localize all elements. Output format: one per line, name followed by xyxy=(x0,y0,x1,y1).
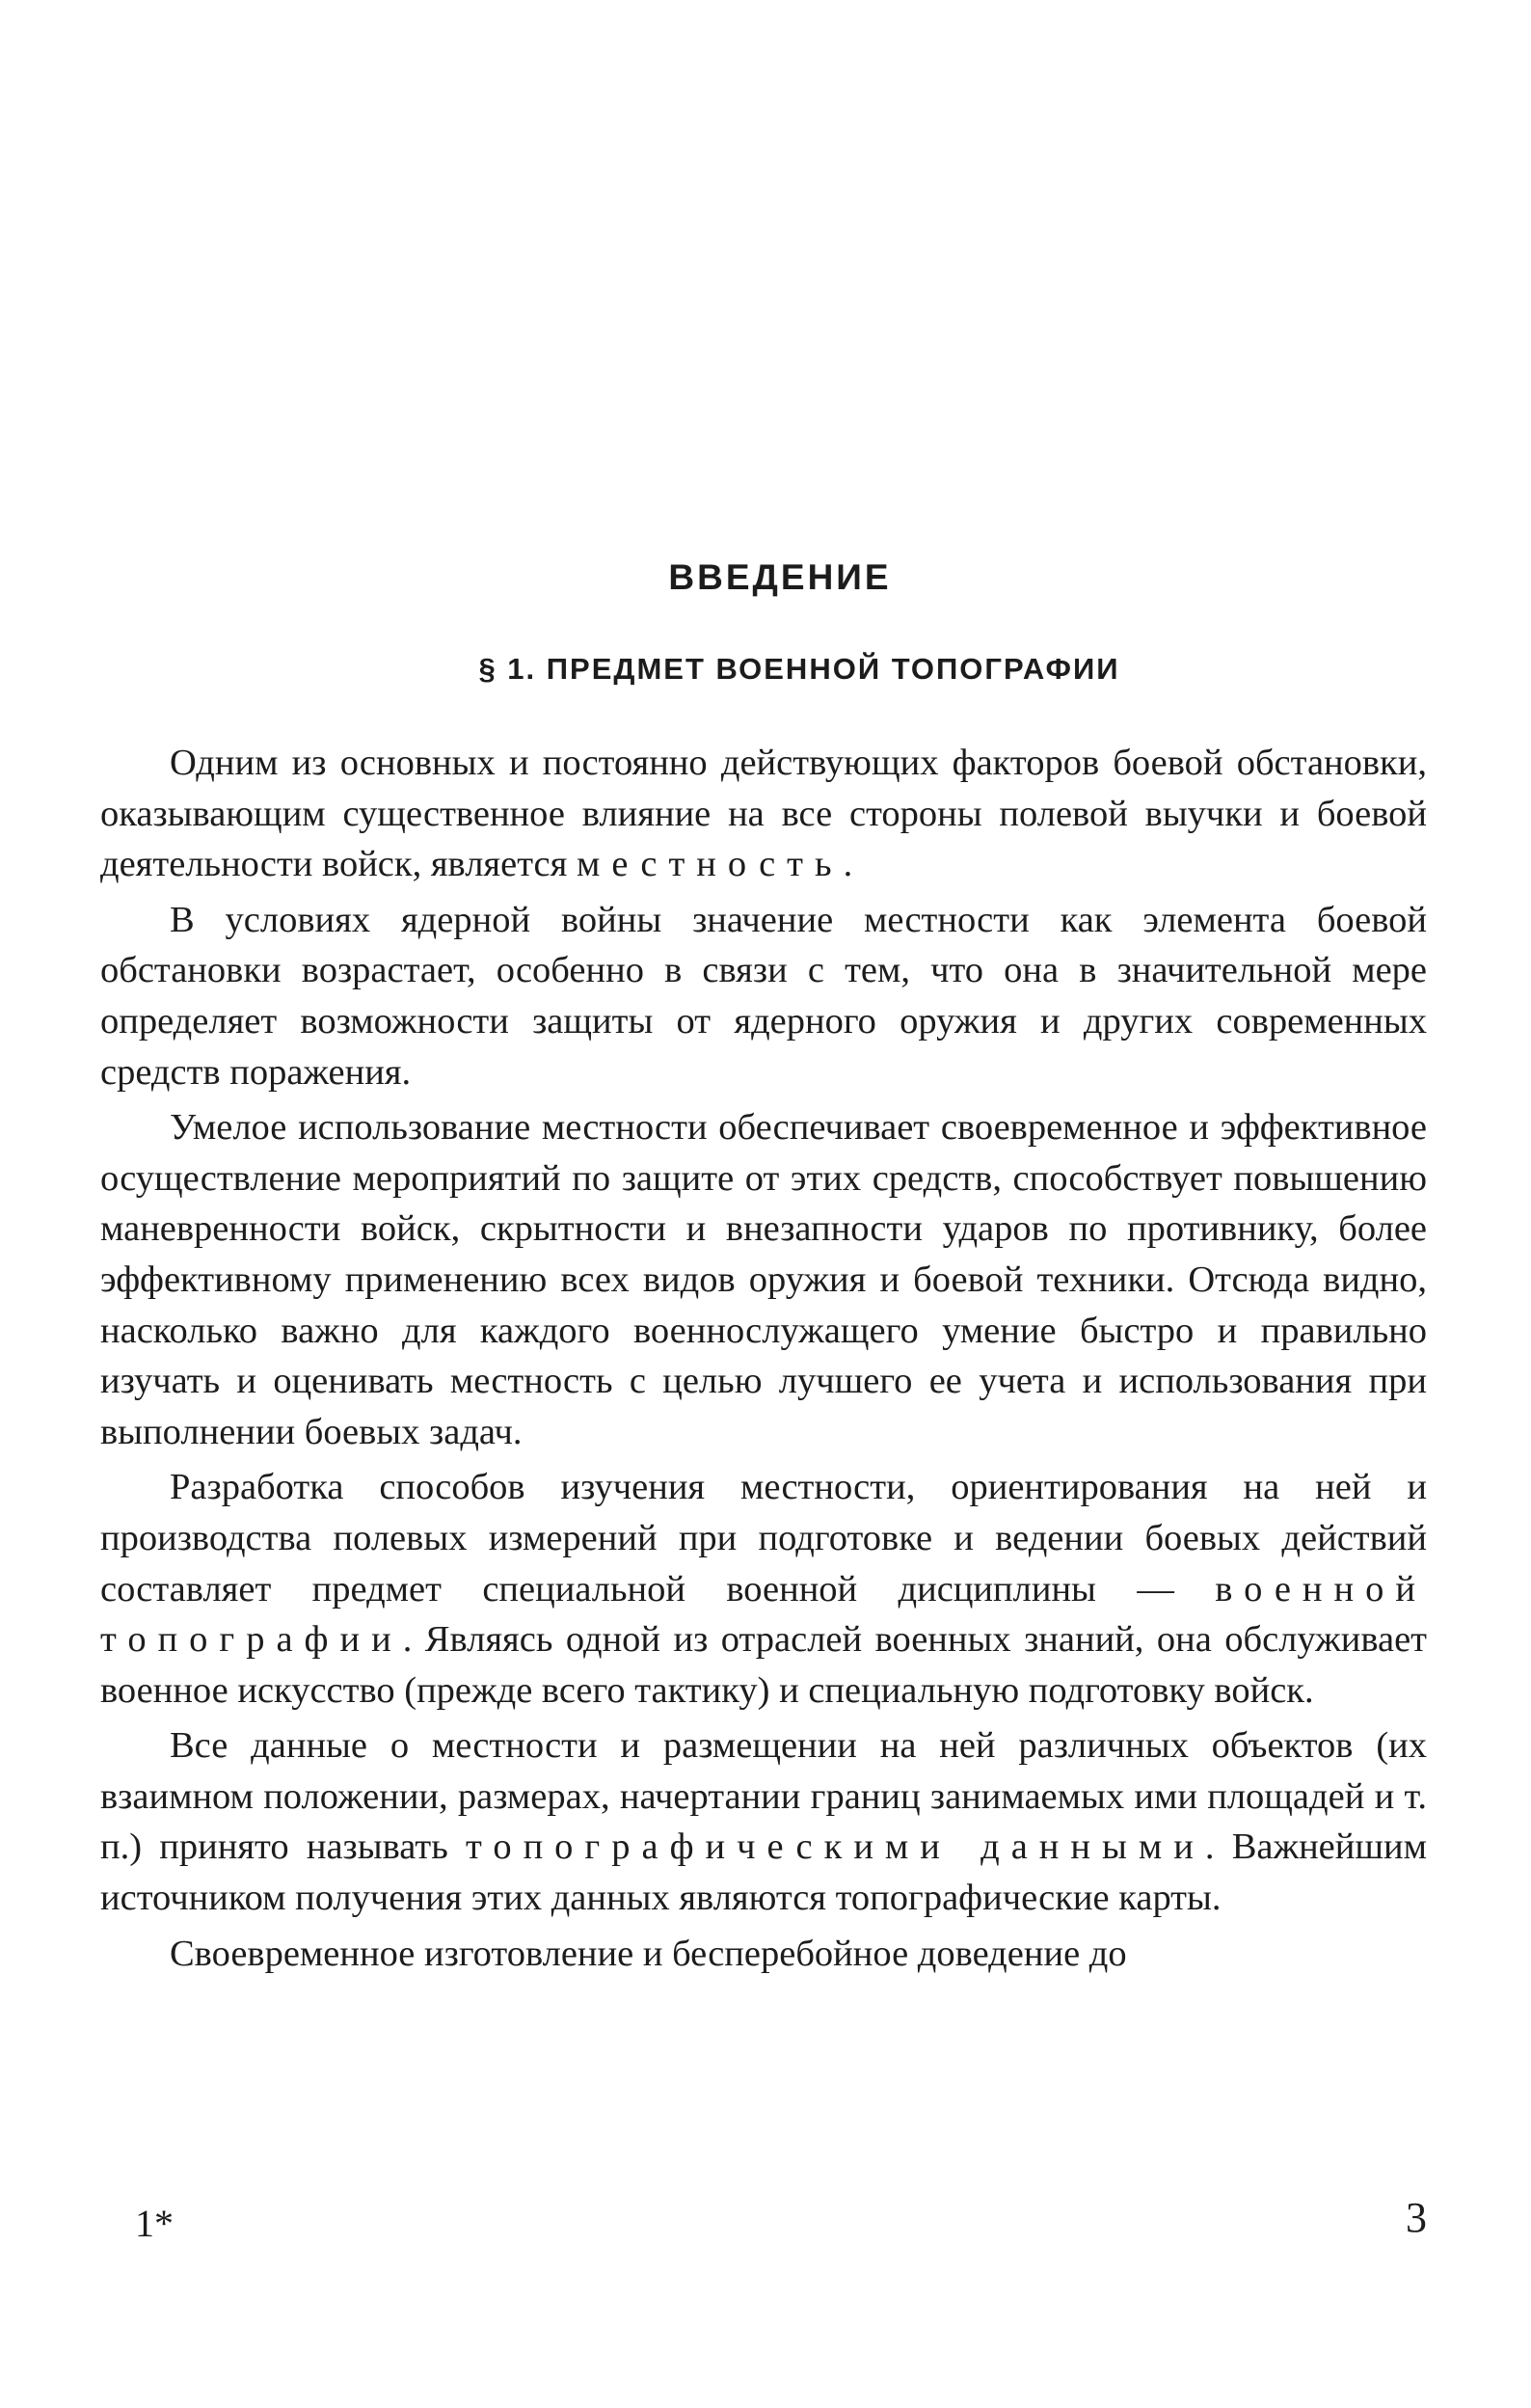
paragraph-4 xyxy=(100,1462,1427,1716)
paragraph-2: В условиях ядерной войны значение местности как элемента боевой обстановки возрастает, особенно в связи с тем, что она в значительной мере определяет возможности защиты от ядерного оружия и других современных средств поражения. xyxy=(100,899,1427,1093)
page-number: 3 xyxy=(1406,2194,1427,2241)
paragraph-6: Своевременное изготовление и бесперебойное доведение до xyxy=(170,1933,1127,1974)
chapter-title: ВВЕДЕНИЕ xyxy=(668,557,892,597)
paragraph-1 xyxy=(100,738,1427,890)
paragraph-5-emphasis: топографическими данными xyxy=(466,1826,1205,1868)
paragraph-5-text: Все данные о местности и размещении на ней различных объектов (их взаимном положении, размерах, начертании границ занимаемых ими площадей и т. п.) принято называть xyxy=(100,1725,1427,1868)
signature-mark: 1* xyxy=(135,2202,174,2245)
paragraph-5-end: . Важнейшим источником получения этих данных являются топографические карты. xyxy=(100,1826,1427,1919)
section-title: § 1. ПРЕДМЕТ ВОЕННОЙ ТОПОГРАФИИ xyxy=(478,652,1120,686)
paragraph-4-end: . Являясь одной из отраслей военных знаний, она обслуживает военное искусство (прежде всего тактику) и специальную подготовку войск. xyxy=(100,1619,1427,1711)
paragraph-1-end: . xyxy=(843,844,853,885)
paragraph-4-emphasis: военной топографии xyxy=(100,1568,1427,1661)
paragraph-5 xyxy=(100,1720,1427,1923)
paragraph-1-emphasis: местность xyxy=(576,844,844,885)
paragraph-1-text: Одним из основных и постоянно действующих факторов боевой обстановки, оказывающим существенное влияние на все стороны полевой выучки и боевой деятельности войск, является xyxy=(100,743,1427,885)
body-text xyxy=(100,738,1427,1979)
paragraph-3: Умелое использование местности обеспечивает своевременное и эффективное осуществление мероприятий по защите от этих средств, способствует повышению маневренности войск, скрытности и внезапности ударов по противнику, более эффективному применению всех видов оружия и боевой техники. Отсюда видно, насколько важно для каждого военнослужащего умение быстро и правильно изучать и оценивать местность с целью лучшего ее учета и использования при выполнении боевых задач. xyxy=(100,1107,1427,1452)
paragraph-4-text: Разработка способов изучения местности, ориентирования на ней и производства полевых измерений при подготовке и ведении боевых действий составляет предмет специальной военной дисциплины — xyxy=(100,1467,1427,1610)
